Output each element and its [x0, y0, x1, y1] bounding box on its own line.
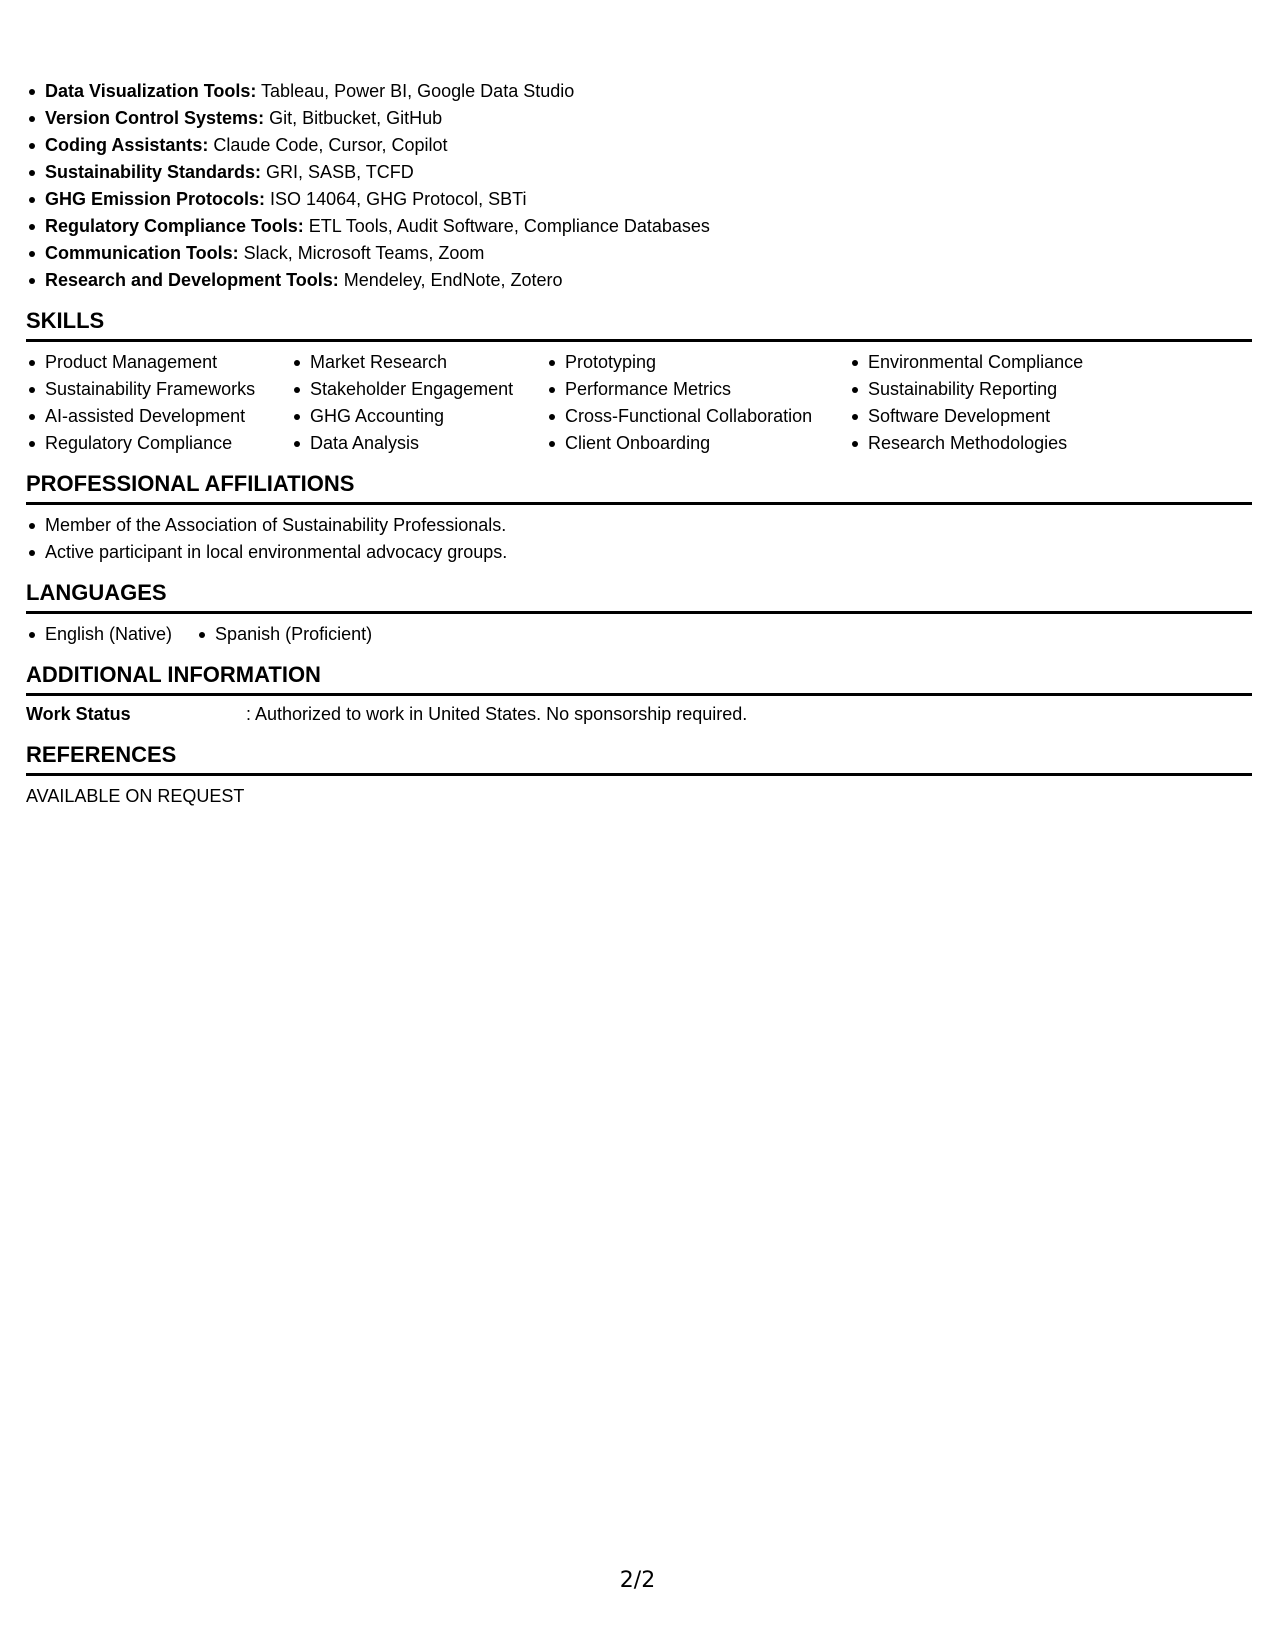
skill-item: Sustainability Reporting [849, 376, 1149, 403]
references-text: AVAILABLE ON REQUEST [26, 786, 245, 806]
skill-item: Sustainability Frameworks [26, 376, 291, 403]
tool-category: GHG Emission Protocols: [45, 189, 266, 209]
tool-values: Git, Bitbucket, GitHub [264, 108, 443, 128]
skill-item: Stakeholder Engagement [291, 376, 546, 403]
language-item: English (Native) [26, 621, 172, 648]
tool-category: Regulatory Compliance Tools: [45, 216, 304, 236]
tools-item [26, 240, 1252, 267]
skills-column [849, 349, 1149, 457]
tools-item [26, 132, 1252, 159]
tool-values: Slack, Microsoft Teams, Zoom [238, 243, 485, 263]
section-title-references: REFERENCES [26, 742, 1252, 776]
section-title-additional-information: ADDITIONAL INFORMATION [26, 662, 1252, 696]
work-status-label: Work Status [26, 704, 131, 724]
tool-category: Communication Tools: [45, 243, 239, 263]
tool-values: Claude Code, Cursor, Copilot [208, 135, 448, 155]
skill-item: Environmental Compliance [849, 349, 1149, 376]
skill-item: AI-assisted Development [26, 403, 291, 430]
section-title-languages: LANGUAGES [26, 580, 1252, 614]
tool-category: Version Control Systems: [45, 108, 265, 128]
skill-item: Cross-Functional Collaboration [546, 403, 849, 430]
work-status-value: : Authorized to work in United States. No sponsorship required. [246, 704, 748, 724]
skills-column [26, 349, 291, 457]
tool-category: Sustainability Standards: [45, 162, 262, 182]
section-title-skills: SKILLS [26, 308, 1252, 342]
section-title-affiliations: PROFESSIONAL AFFILIATIONS [26, 471, 1252, 505]
affiliation-item: Active participant in local environmental advocacy groups. [26, 539, 1252, 566]
tool-values: ETL Tools, Audit Software, Compliance Databases [303, 216, 710, 236]
work-status-row [26, 701, 1252, 728]
skill-item: Market Research [291, 349, 546, 376]
skill-item: Software Development [849, 403, 1149, 430]
tool-values: Mendeley, EndNote, Zotero [338, 270, 563, 290]
skills-column [291, 349, 546, 457]
languages-list [26, 621, 1252, 648]
resume-page [26, 78, 1252, 810]
tools-item [26, 78, 1252, 105]
tool-category: Coding Assistants: [45, 135, 209, 155]
tool-values: GRI, SASB, TCFD [261, 162, 414, 182]
tool-category: Research and Development Tools: [45, 270, 339, 290]
tools-item [26, 267, 1252, 294]
affiliations-list [26, 512, 1252, 566]
skill-item: Client Onboarding [546, 430, 849, 457]
page-number: 2/2 [619, 1568, 656, 1593]
tool-values: Tableau, Power BI, Google Data Studio [256, 81, 575, 101]
tools-item [26, 159, 1252, 186]
affiliation-item: Member of the Association of Sustainability Professionals. [26, 512, 1252, 539]
skill-item: Research Methodologies [849, 430, 1149, 457]
skills-column [546, 349, 849, 457]
tools-item [26, 213, 1252, 240]
skill-item: Prototyping [546, 349, 849, 376]
skill-item: Product Management [26, 349, 291, 376]
tools-list [26, 78, 1252, 294]
tool-values: ISO 14064, GHG Protocol, SBTi [265, 189, 527, 209]
skill-item: Regulatory Compliance [26, 430, 291, 457]
skill-item: Performance Metrics [546, 376, 849, 403]
tool-category: Data Visualization Tools: [45, 81, 257, 101]
tools-item [26, 186, 1252, 213]
skills-grid [26, 349, 1252, 457]
tools-item [26, 105, 1252, 132]
skill-item: GHG Accounting [291, 403, 546, 430]
language-item: Spanish (Proficient) [196, 621, 372, 648]
skill-item: Data Analysis [291, 430, 546, 457]
